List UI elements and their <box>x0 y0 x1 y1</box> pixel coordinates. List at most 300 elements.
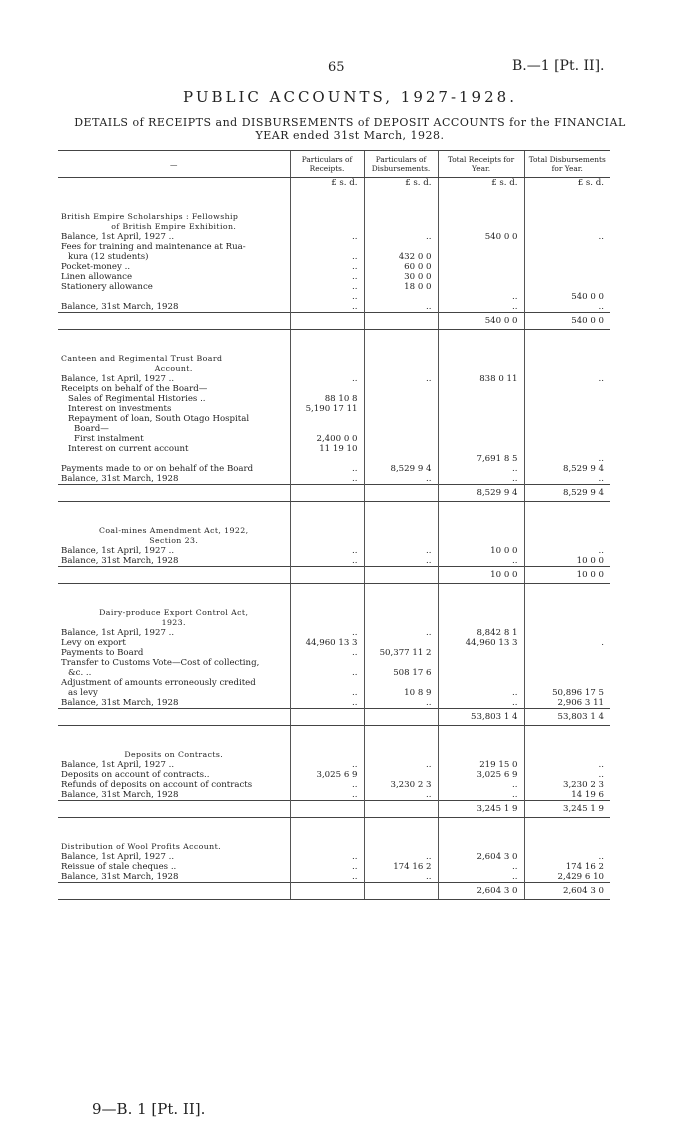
amount-cell: .. <box>438 862 524 872</box>
table-row <box>58 354 610 364</box>
row-label <box>58 292 290 302</box>
amount-cell: 3,025 6 9 <box>438 770 524 780</box>
section-total-row <box>58 801 610 818</box>
amount-cell: .. <box>290 282 364 292</box>
table-row <box>58 852 610 862</box>
amount-cell <box>364 658 438 668</box>
spacer-cell <box>438 726 524 751</box>
table-row <box>58 842 610 852</box>
document-reference: B.—1 [Pt. II]. <box>512 58 605 74</box>
section-total-row <box>58 485 610 502</box>
amount-cell <box>524 648 610 658</box>
spacer-cell <box>364 584 438 609</box>
amount-cell <box>524 272 610 282</box>
row-label: 1923. <box>161 618 186 627</box>
row-label: Balance, 1st April, 1927 .. <box>61 546 175 556</box>
spacer-cell <box>290 726 364 751</box>
table-row <box>58 464 610 474</box>
row-label: Refunds of deposits on account of contracts <box>61 780 253 790</box>
spacer-cell <box>438 818 524 843</box>
amount-cell: 432 0 0 <box>364 252 438 262</box>
table-row <box>58 272 610 282</box>
amount-cell: .. <box>290 302 364 313</box>
section-spacer <box>58 502 610 527</box>
amount-cell <box>364 526 438 536</box>
amount-cell <box>524 282 610 292</box>
amount-cell: 7,691 8 5 <box>438 454 524 464</box>
amount-cell: .. <box>290 556 364 567</box>
table-row <box>58 252 610 262</box>
amount-cell: 10 0 0 <box>524 556 610 567</box>
row-label: Balance, 1st April, 1927 .. <box>61 374 175 384</box>
row-label: Reissue of stale cheques .. <box>61 862 177 872</box>
table-row <box>58 698 610 709</box>
total-receipts-cell: 540 0 0 <box>438 313 524 330</box>
row-label: Interest on current account <box>68 444 189 454</box>
table-row <box>58 444 610 454</box>
amount-cell <box>364 242 438 252</box>
currency-cell <box>58 178 290 189</box>
spacer-cell <box>438 188 524 212</box>
spacer-cell <box>290 188 364 212</box>
amount-cell <box>438 272 524 282</box>
amount-cell: .. <box>290 546 364 556</box>
amount-cell <box>524 526 610 536</box>
table-row <box>58 678 610 688</box>
table-row <box>58 364 610 374</box>
header-particulars-disbursements: Particulars of Disbursements. <box>364 151 438 178</box>
amount-cell: .. <box>364 698 438 709</box>
amount-cell: 2,604 3 0 <box>438 852 524 862</box>
amount-cell <box>364 618 438 628</box>
amount-cell: .. <box>364 872 438 883</box>
amount-cell: .. <box>364 546 438 556</box>
amount-cell: 8,529 9 4 <box>364 464 438 474</box>
row-label: Stationery allowance <box>61 282 153 292</box>
empty-cell <box>364 485 438 502</box>
spacer-cell <box>524 584 610 609</box>
amount-cell <box>364 842 438 852</box>
row-label: &c. .. <box>68 668 92 678</box>
amount-cell: .. <box>524 232 610 242</box>
spacer-cell <box>438 502 524 527</box>
row-label: British Empire Scholarships : Fellowship <box>61 212 239 221</box>
amount-cell <box>290 222 364 232</box>
amount-cell <box>438 434 524 444</box>
row-label: Board— <box>74 424 109 434</box>
amount-cell <box>364 222 438 232</box>
empty-cell <box>290 801 364 818</box>
amount-cell: .. <box>290 852 364 862</box>
table-row <box>58 424 610 434</box>
amount-cell <box>524 608 610 618</box>
spacer-cell <box>58 188 290 212</box>
table-row <box>58 608 610 618</box>
spacer-cell <box>524 502 610 527</box>
amount-cell <box>290 842 364 852</box>
amount-cell <box>524 394 610 404</box>
table-row <box>58 790 610 801</box>
empty-cell <box>58 801 290 818</box>
amount-cell: 10 0 0 <box>438 546 524 556</box>
row-label: Payments to Board <box>61 648 144 658</box>
row-label: of British Empire Exhibition. <box>111 222 237 231</box>
table-row <box>58 618 610 628</box>
table-row <box>58 454 610 464</box>
table-row <box>58 668 610 678</box>
total-receipts-cell: 2,604 3 0 <box>438 883 524 900</box>
amount-cell <box>438 282 524 292</box>
deposit-accounts-table <box>58 150 610 900</box>
amount-cell <box>438 526 524 536</box>
table-row <box>58 222 610 232</box>
amount-cell <box>290 384 364 394</box>
amount-cell <box>438 658 524 668</box>
amount-cell: 5,190 17 11 <box>290 404 364 414</box>
amount-cell: .. <box>364 302 438 313</box>
amount-cell <box>524 404 610 414</box>
total-receipts-cell: 8,529 9 4 <box>438 485 524 502</box>
header-particulars-receipts: Particulars of Receipts. <box>290 151 364 178</box>
empty-cell <box>290 313 364 330</box>
amount-cell: .. <box>364 374 438 384</box>
spacer-cell <box>290 584 364 609</box>
amount-cell: 508 17 6 <box>364 668 438 678</box>
amount-cell <box>524 628 610 638</box>
amount-cell <box>524 668 610 678</box>
row-label: Distribution of Wool Profits Account. <box>61 842 222 851</box>
spacer-cell <box>290 502 364 527</box>
amount-cell <box>364 536 438 546</box>
row-label: Balance, 31st March, 1928 <box>61 790 179 800</box>
amount-cell <box>290 354 364 364</box>
header-total-disbursements: Total Disbursements for Year. <box>524 151 610 178</box>
amount-cell: 3,230 2 3 <box>524 780 610 790</box>
empty-cell <box>58 883 290 900</box>
amount-cell <box>290 212 364 222</box>
amount-cell <box>524 242 610 252</box>
amount-cell <box>438 252 524 262</box>
amount-cell: .. <box>364 852 438 862</box>
spacer-cell <box>58 726 290 751</box>
amount-cell <box>364 678 438 688</box>
empty-cell <box>364 567 438 584</box>
amount-cell <box>364 384 438 394</box>
table-row <box>58 638 610 648</box>
spacer-cell <box>524 726 610 751</box>
table-row <box>58 872 610 883</box>
amount-cell: .. <box>438 464 524 474</box>
amount-cell <box>524 354 610 364</box>
amount-cell: .. <box>290 374 364 384</box>
amount-cell <box>438 354 524 364</box>
amount-cell <box>524 212 610 222</box>
amount-cell <box>438 424 524 434</box>
amount-cell <box>290 608 364 618</box>
spacer-cell <box>58 330 290 355</box>
row-label: Transfer to Customs Vote—Cost of collecting, <box>61 658 260 668</box>
amount-cell: 14 19 6 <box>524 790 610 801</box>
currency-cell: £ s. d. <box>290 178 364 189</box>
empty-cell <box>290 485 364 502</box>
amount-cell: .. <box>438 872 524 883</box>
empty-cell <box>58 313 290 330</box>
table-row <box>58 374 610 384</box>
page-footer: 9—B. 1 [Pt. II]. <box>92 1100 206 1118</box>
amount-cell <box>438 364 524 374</box>
total-disbursements-cell: 10 0 0 <box>524 567 610 584</box>
table-row <box>58 242 610 252</box>
empty-cell <box>290 709 364 726</box>
amount-cell: .. <box>524 454 610 464</box>
amount-cell <box>438 678 524 688</box>
amount-cell: 540 0 0 <box>438 232 524 242</box>
spacer-cell <box>58 584 290 609</box>
amount-cell <box>438 394 524 404</box>
total-receipts-cell: 3,245 1 9 <box>438 801 524 818</box>
section-spacer <box>58 818 610 843</box>
row-label: Fees for training and maintenance at Rua- <box>61 242 246 252</box>
empty-cell <box>58 567 290 584</box>
total-disbursements-cell: 8,529 9 4 <box>524 485 610 502</box>
empty-cell <box>364 709 438 726</box>
section-total-row <box>58 313 610 330</box>
empty-cell <box>290 883 364 900</box>
amount-cell <box>438 444 524 454</box>
amount-cell <box>438 384 524 394</box>
amount-cell <box>364 454 438 464</box>
amount-cell <box>524 658 610 668</box>
spacer-cell <box>364 188 438 212</box>
currency-row <box>58 178 610 189</box>
amount-cell <box>290 658 364 668</box>
amount-cell <box>364 608 438 618</box>
spacer-cell <box>438 330 524 355</box>
amount-cell: .. <box>524 770 610 780</box>
amount-cell <box>524 364 610 374</box>
amount-cell: 18 0 0 <box>364 282 438 292</box>
row-label <box>58 454 290 464</box>
amount-cell: .. <box>364 232 438 242</box>
amount-cell: .. <box>290 648 364 658</box>
amount-cell: .. <box>290 232 364 242</box>
amount-cell <box>364 212 438 222</box>
amount-cell <box>290 454 364 464</box>
row-label: Deposits on account of contracts.. <box>61 770 210 780</box>
amount-cell <box>364 444 438 454</box>
amount-cell: .. <box>438 780 524 790</box>
table-row <box>58 474 610 485</box>
row-label: Balance, 1st April, 1927 .. <box>61 852 175 862</box>
page-number: 65 <box>328 60 345 75</box>
amount-cell: .. <box>524 546 610 556</box>
amount-cell: .. <box>290 872 364 883</box>
amount-cell: .. <box>364 556 438 567</box>
amount-cell: . <box>524 638 610 648</box>
table-row <box>58 292 610 302</box>
spacer-cell <box>438 584 524 609</box>
amount-cell: .. <box>524 374 610 384</box>
amount-cell: .. <box>438 302 524 313</box>
amount-cell <box>524 536 610 546</box>
row-label: First instalment <box>74 434 144 444</box>
table-row <box>58 688 610 698</box>
table-row <box>58 546 610 556</box>
amount-cell <box>524 750 610 760</box>
amount-cell: 8,529 9 4 <box>524 464 610 474</box>
amount-cell <box>290 750 364 760</box>
amount-cell <box>524 618 610 628</box>
amount-cell: .. <box>290 272 364 282</box>
amount-cell <box>364 424 438 434</box>
empty-cell <box>364 313 438 330</box>
row-label: Balance, 31st March, 1928 <box>61 872 179 882</box>
table-row <box>58 404 610 414</box>
table-row <box>58 780 610 790</box>
amount-cell: .. <box>290 760 364 770</box>
table-row <box>58 232 610 242</box>
row-label: Linen allowance <box>61 272 133 282</box>
row-label: as levy <box>68 688 98 698</box>
amount-cell <box>290 526 364 536</box>
amount-cell: 11 19 10 <box>290 444 364 454</box>
amount-cell: .. <box>524 474 610 485</box>
spacer-cell <box>524 330 610 355</box>
amount-cell: .. <box>290 780 364 790</box>
amount-cell: 44,960 13 3 <box>438 638 524 648</box>
row-label: Coal-mines Amendment Act, 1922, <box>98 526 249 535</box>
amount-cell: 174 16 2 <box>524 862 610 872</box>
amount-cell: 44,960 13 3 <box>290 638 364 648</box>
amount-cell: .. <box>364 474 438 485</box>
amount-cell <box>524 252 610 262</box>
amount-cell <box>438 536 524 546</box>
section-total-row <box>58 567 610 584</box>
total-disbursements-cell: 540 0 0 <box>524 313 610 330</box>
section-spacer <box>58 726 610 751</box>
amount-cell <box>524 842 610 852</box>
amount-cell: 2,400 0 0 <box>290 434 364 444</box>
table-row <box>58 862 610 872</box>
page-subtitle: DETAILS of RECEIPTS and DISBURSEMENTS of DEPOSIT ACCOUNTS for the FINANCIAL YEAR ended 31st March, 1928. <box>74 116 626 142</box>
amount-cell: 10 8 9 <box>364 688 438 698</box>
amount-cell <box>438 414 524 424</box>
amount-cell <box>438 750 524 760</box>
amount-cell: .. <box>364 628 438 638</box>
amount-cell <box>438 608 524 618</box>
amount-cell <box>290 536 364 546</box>
amount-cell <box>524 434 610 444</box>
amount-cell <box>364 394 438 404</box>
row-label: Repayment of loan, South Otago Hospital <box>68 414 250 424</box>
amount-cell <box>290 414 364 424</box>
amount-cell: 60 0 0 <box>364 262 438 272</box>
amount-cell <box>364 638 438 648</box>
total-disbursements-cell: 53,803 1 4 <box>524 709 610 726</box>
amount-cell <box>364 292 438 302</box>
spacer-cell <box>524 818 610 843</box>
table-row <box>58 536 610 546</box>
amount-cell <box>364 404 438 414</box>
table-row <box>58 556 610 567</box>
amount-cell: 3,025 6 9 <box>290 770 364 780</box>
amount-cell <box>524 444 610 454</box>
table-row <box>58 212 610 222</box>
header-total-receipts: Total Receipts for Year. <box>438 151 524 178</box>
row-label: Balance, 31st March, 1928 <box>61 302 179 312</box>
spacer-cell <box>290 818 364 843</box>
row-label: Balance, 1st April, 1927 .. <box>61 760 175 770</box>
amount-cell: .. <box>364 760 438 770</box>
amount-cell <box>438 212 524 222</box>
empty-cell <box>290 567 364 584</box>
amount-cell: .. <box>290 698 364 709</box>
table-row <box>58 526 610 536</box>
row-label: kura (12 students) <box>68 252 149 262</box>
row-label: Account. <box>154 364 193 373</box>
row-label: Pocket-money .. <box>61 262 131 272</box>
amount-cell <box>438 668 524 678</box>
row-label: Levy on export <box>61 638 126 648</box>
spacer-cell <box>364 818 438 843</box>
row-label: Balance, 31st March, 1928 <box>61 556 179 566</box>
amount-cell <box>524 262 610 272</box>
table-row <box>58 434 610 444</box>
table-row <box>58 384 610 394</box>
amount-cell: 30 0 0 <box>364 272 438 282</box>
currency-cell: £ s. d. <box>438 178 524 189</box>
amount-cell: .. <box>364 790 438 801</box>
amount-cell: 8,842 8 1 <box>438 628 524 638</box>
amount-cell <box>524 222 610 232</box>
amount-cell: 3,230 2 3 <box>364 780 438 790</box>
amount-cell: .. <box>290 628 364 638</box>
page-title: PUBLIC ACCOUNTS, 1927-1928. <box>183 88 517 106</box>
table-row <box>58 628 610 638</box>
amount-cell: .. <box>438 688 524 698</box>
header-row <box>58 151 610 178</box>
amount-cell <box>524 678 610 688</box>
section-total-row <box>58 883 610 900</box>
row-label: Balance, 1st April, 1927 .. <box>61 232 175 242</box>
amount-cell <box>290 618 364 628</box>
amount-cell: 540 0 0 <box>524 292 610 302</box>
section-spacer <box>58 584 610 609</box>
amount-cell <box>364 434 438 444</box>
section-spacer <box>58 330 610 355</box>
row-label: Adjustment of amounts erroneously credited <box>61 678 256 688</box>
amount-cell: .. <box>524 760 610 770</box>
total-receipts-cell: 53,803 1 4 <box>438 709 524 726</box>
amount-cell <box>524 424 610 434</box>
amount-cell <box>438 404 524 414</box>
currency-cell: £ s. d. <box>364 178 438 189</box>
row-label: Receipts on behalf of the Board— <box>61 384 208 394</box>
row-label: Deposits on Contracts. <box>124 750 224 759</box>
amount-cell <box>290 242 364 252</box>
table-row <box>58 262 610 272</box>
empty-cell <box>364 801 438 818</box>
amount-cell <box>364 414 438 424</box>
table-row <box>58 394 610 404</box>
table-row <box>58 750 610 760</box>
section-total-row <box>58 709 610 726</box>
amount-cell: .. <box>290 688 364 698</box>
amount-cell: 88 10 8 <box>290 394 364 404</box>
amount-cell: 50,377 11 2 <box>364 648 438 658</box>
total-receipts-cell: 10 0 0 <box>438 567 524 584</box>
amount-cell: .. <box>290 252 364 262</box>
